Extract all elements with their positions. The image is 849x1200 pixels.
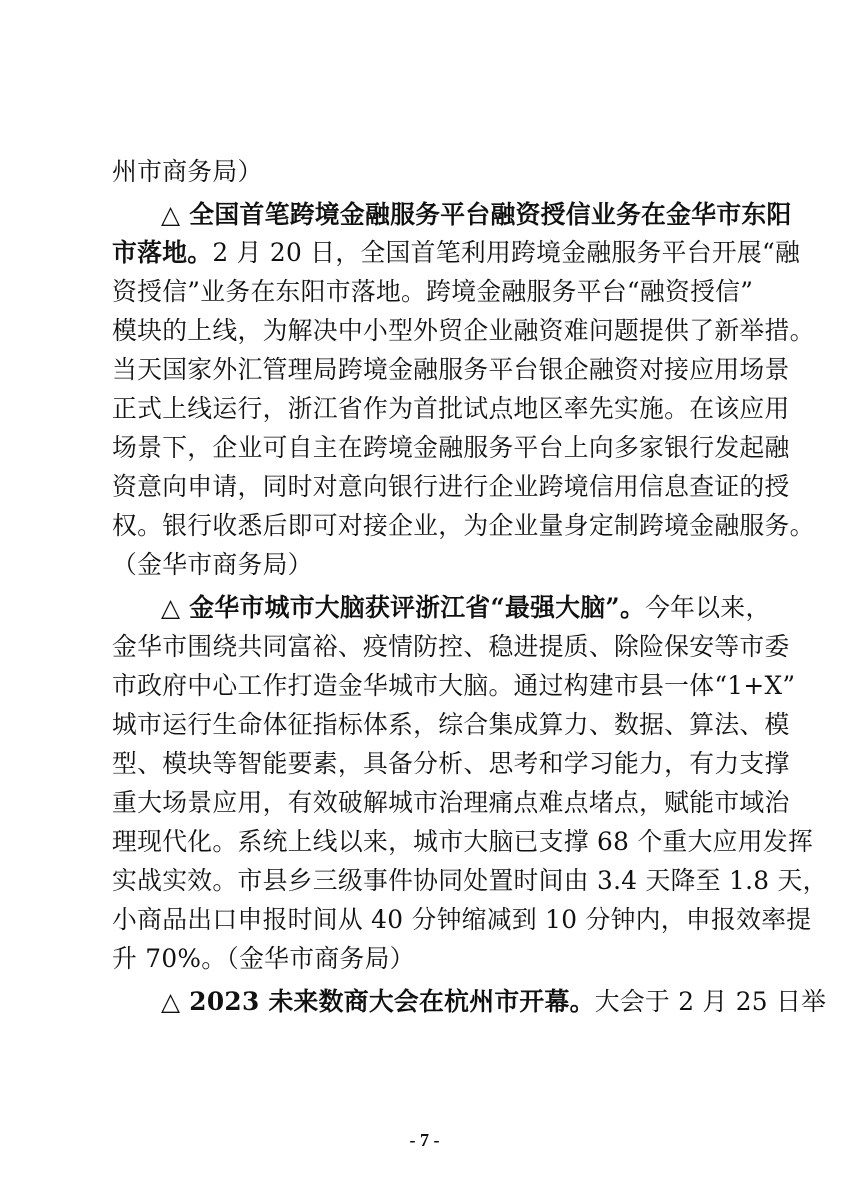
text-line: 型、模块等智能要素，具备分析、思考和学习能力，有力支撑: [112, 749, 790, 778]
text-line: 实战实效。市县乡三级事件协同处置时间由 3.4 天降至 1.8 天，: [112, 866, 828, 895]
text-line: 重大场景应用，有效破解城市治理痛点难点堵点，赋能市域治: [112, 788, 790, 817]
item-heading: △ 金华市城市大脑获评浙江省“最强大脑”。今年以来，: [161, 593, 771, 622]
text-line: 市政府中心工作打造金华城市大脑。通过构建市县一体“1+X”: [112, 671, 796, 700]
text-line: 金华市围绕共同富裕、疫情防控、稳进提质、除险保安等市委: [112, 632, 790, 661]
text-line: 市落地。2 月 20 日，全国首笔利用跨境金融服务平台开展“融: [112, 238, 801, 267]
text-line: 州市商务局）: [112, 157, 263, 186]
text-line: 场景下，企业可自主在跨境金融服务平台上向多家银行发起融: [112, 433, 790, 462]
text-line: （金华市商务局）: [112, 550, 313, 579]
page-number: - 7 -: [409, 1130, 440, 1150]
text-line: 模块的上线，为解决中小型外贸企业融资难问题提供了新举措。: [112, 316, 815, 345]
text-line: 正式上线运行，浙江省作为首批试点地区率先实施。在该应用: [112, 394, 790, 423]
text-line: 当天国家外汇管理局跨境金融服务平台银企融资对接应用场景: [112, 355, 790, 384]
item-heading: △ 2023 未来数商大会在杭州市开幕。大会于 2 月 25 日举: [161, 987, 827, 1016]
text-line: 资意向申请，同时对意向银行进行企业跨境信用信息查证的授: [112, 472, 790, 501]
text-line: 理现代化。系统上线以来，城市大脑已支撑 68 个重大应用发挥: [112, 827, 814, 856]
text-line: 升 70%。（金华市商务局）: [112, 944, 415, 973]
text-line: 资授信”业务在东阳市落地。跨境金融服务平台“融资授信”: [112, 277, 754, 306]
item-heading: △ 全国首笔跨境金融服务平台融资授信业务在金华市东阳: [161, 200, 792, 229]
text-line: 城市运行生命体征指标体系，综合集成算力、数据、算法、模: [112, 710, 790, 739]
text-line: 权。银行收悉后即可对接企业，为企业量身定制跨境金融服务。: [112, 511, 815, 540]
text-line: 小商品出口申报时间从 40 分钟缩减到 10 分钟内，申报效率提: [112, 905, 812, 934]
